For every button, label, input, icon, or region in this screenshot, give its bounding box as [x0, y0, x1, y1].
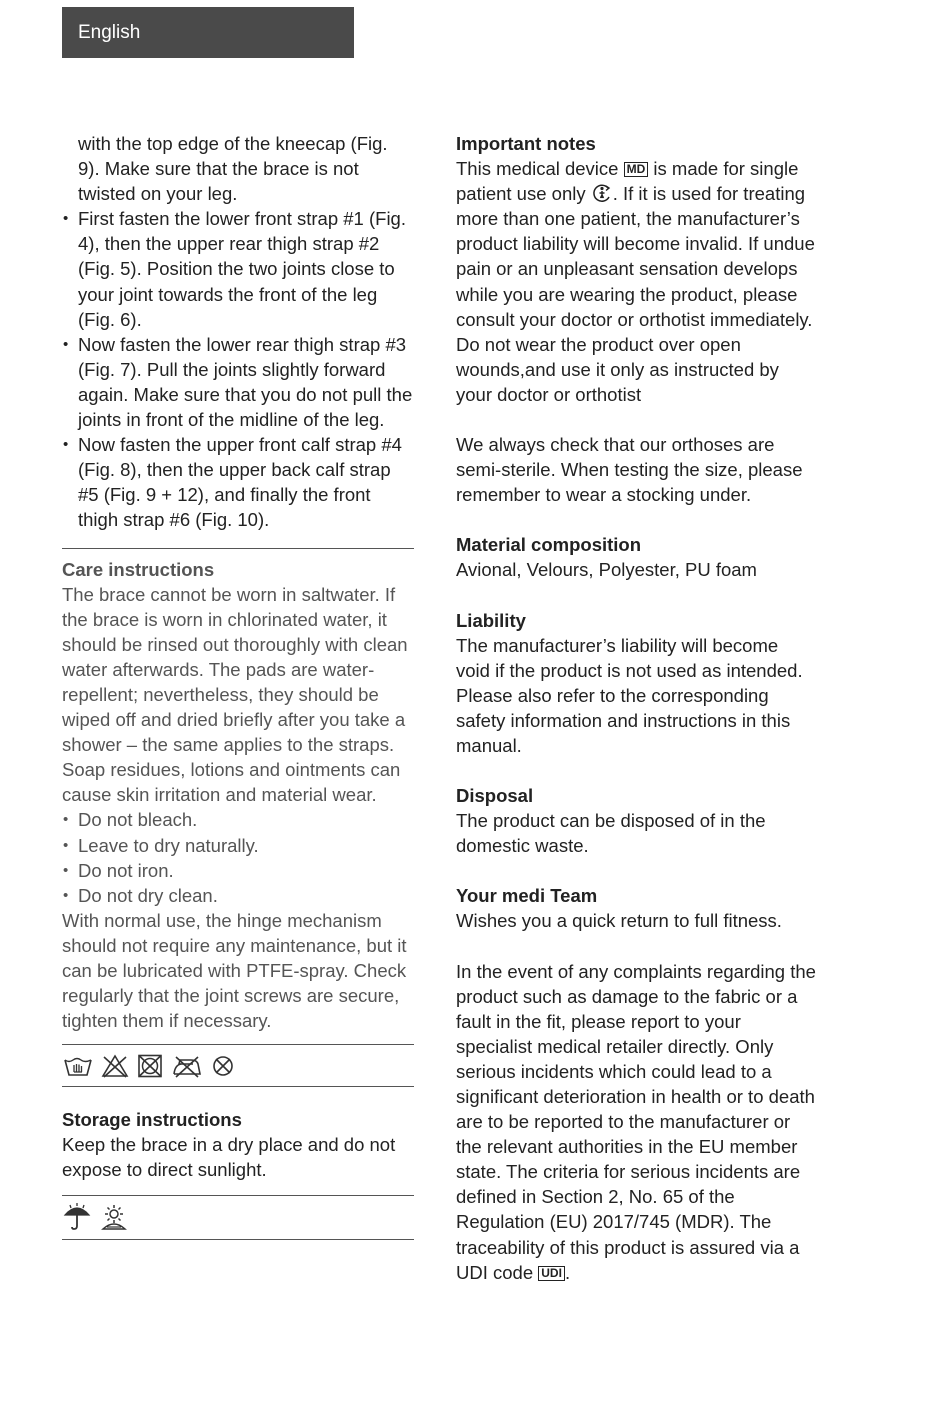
no-iron-icon [171, 1054, 203, 1078]
liability-section [456, 608, 816, 759]
complaints-end: . [564, 1261, 571, 1283]
fitting-step: • Now fasten the upper front calf strap #4 (Fig. 8), then the upper back calf strap #5 (Fig. 9 + 12), and finally the front thigh strap #6 (Fig. 10). [62, 432, 414, 532]
care-symbols-row [62, 1045, 414, 1086]
language-tab [62, 7, 354, 58]
no-tumble-dry-icon [137, 1054, 163, 1078]
material-section [456, 532, 816, 582]
important-notes-section [456, 131, 816, 407]
fitting-step: • Now fasten the lower rear thigh strap #3 (Fig. 7). Pull the joints slightly forward again. Make sure that you do not pull the joints in front of the midline of the leg. [62, 332, 414, 432]
language-label: English [78, 22, 141, 43]
liability-title: Liability [456, 609, 526, 631]
material-body: Avional, Velours, Polyester, PU foam [456, 559, 757, 581]
fitting-steps-list [62, 206, 414, 532]
no-dry-clean-icon [211, 1054, 235, 1078]
sterility-note: We always check that our orthoses are semi-sterile. When testing the size, please remember to wear a stocking under. [456, 434, 803, 506]
udi-badge: UDI [538, 1266, 565, 1281]
disposal-section [456, 783, 816, 858]
team-section [456, 883, 816, 933]
team-title: Your medi Team [456, 885, 598, 907]
important-notes-text-3: . If it is used for treating more than one patient, the manufacturer’s product liability will become invalid. If undue pain or an unpleasant sensation develops while you are wearing the product, please consult your doctor or orthotist immediately. Do not wear the product over open wounds,and use it only as instructed by your doctor or orthotist [456, 183, 815, 405]
storage-title: Storage instructions [62, 1109, 242, 1131]
hand-wash-icon [63, 1054, 93, 1078]
disposal-title: Disposal [456, 785, 534, 807]
important-notes-text-1: This medical device [456, 158, 619, 180]
liability-body: The manufacturer’s liability will become void if the product is not used as intended. Please also refer to the corresponding safety information and instructions in this manual. [456, 634, 803, 756]
keep-dry-umbrella-icon [63, 1203, 91, 1231]
care-instructions-section [62, 557, 414, 1034]
storage-section [62, 1107, 414, 1182]
important-notes-title: Important notes [456, 133, 596, 154]
no-bleach-icon [101, 1054, 129, 1078]
complaints-body [456, 959, 816, 1285]
important-notes-text-2: is made for single patient use only [456, 158, 799, 205]
care-bullet: • Do not bleach. [62, 807, 414, 832]
team-body: Wishes you a quick return to full fitness. [456, 910, 782, 932]
single-patient-icon [591, 183, 613, 203]
care-instructions-body: The brace cannot be worn in saltwater. If the brace is worn in chlorinated water, it should be rinsed out thoroughly with clean water afterwards. The pads are water-repellent; nevertheless, they should be wiped off and dried briefly after you take a shower – the same applies to the straps. Soap residues, lotions and ointments can cause skin irritation and material wear. [62, 583, 408, 806]
important-notes-body [456, 156, 816, 407]
storage-symbols-row [62, 1196, 414, 1239]
care-bullet: • Leave to dry naturally. [62, 833, 414, 858]
care-bullet: • Do not iron. [62, 858, 414, 883]
divider [62, 1239, 414, 1240]
care-instructions-title: Care instructions [62, 558, 215, 580]
care-bullets [62, 807, 414, 907]
fitting-intro-continued: with the top edge of the kneecap (Fig. 9). Make sure that the brace is not twisted on your leg. [78, 133, 388, 205]
medical-device-badge: MD [624, 162, 649, 177]
care-maintenance-note: With normal use, the hinge mechanism should not require any maintenance, but it can be lubricated with PTFE-spray. Check regularly that the joint screws are secure, tighten them if necessary. [62, 909, 407, 1032]
complaints-text: In the event of any complaints regarding the product such as damage to the fabric or a fault in the fit, please report to your specialist medical retailer directly. Only serious incidents which could lead to a significant deterioration in health or to death are to be reported to the manufacturer or the relevant authorities in the EU member state. The criteria for serious incidents are defined in Section 2, No. 65 of the Regulation (EU) 2017/745 (MDR). The traceability of this product is assured via a UDI code [456, 960, 816, 1283]
storage-body: Keep the brace in a dry place and do not expose to direct sunlight. [62, 1134, 396, 1181]
left-column [62, 131, 414, 1240]
care-bullet: • Do not dry clean. [62, 883, 414, 908]
fitting-step: • First fasten the lower front strap #1 (Fig. 4), then the upper rear thigh strap #2 (Fig. 5). Position the two joints close to your joint towards the front of the leg (Fig. 6). [62, 206, 414, 331]
right-column [456, 131, 816, 1285]
material-title: Material composition [456, 534, 642, 556]
keep-away-from-sunlight-icon [99, 1203, 129, 1231]
disposal-body: The product can be disposed of in the domestic waste. [456, 810, 766, 857]
